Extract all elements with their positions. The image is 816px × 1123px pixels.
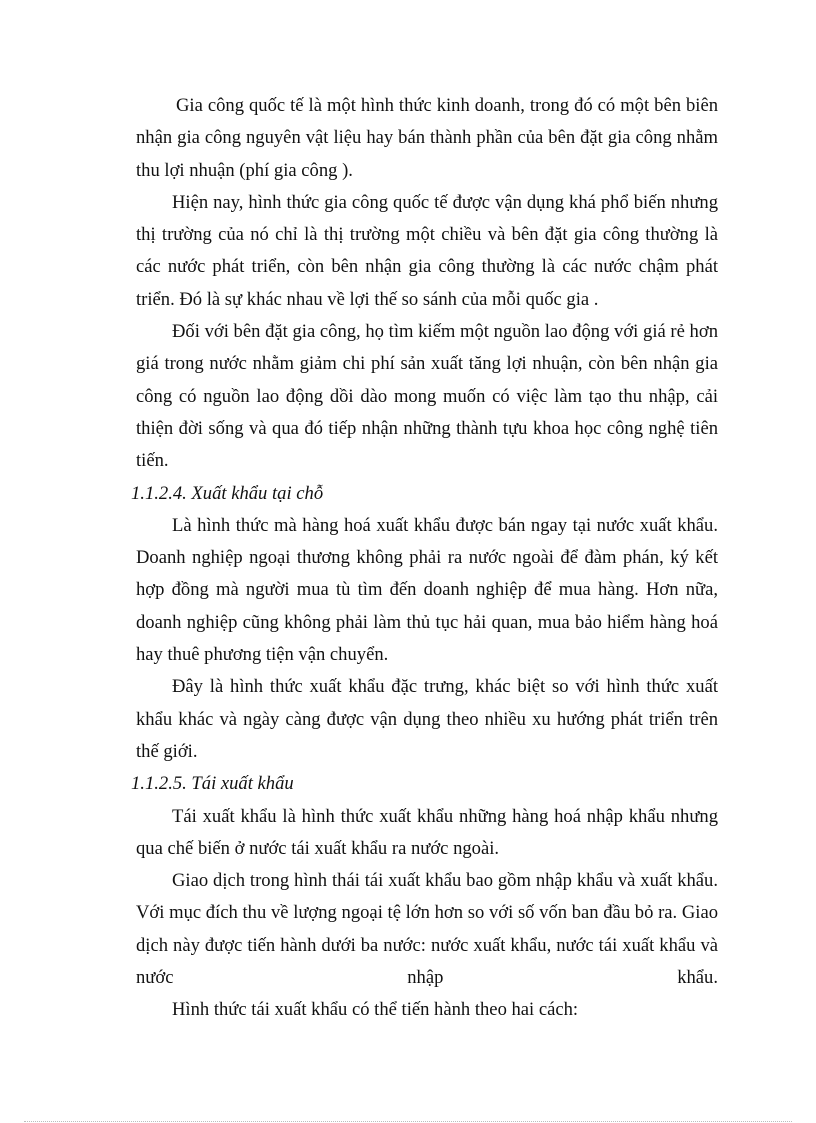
paragraph-tai-xuat-khau-transaction: Giao dịch trong hình thái tái xuất khẩu bao gồm nhập khẩu và xuất khẩu. Với mục đích thu về lượng ngoại tệ lớn hơn so với số vốn ban đầu bỏ ra. Giao dịch này được tiến hành dưới ba nước: nước xuất khẩu, nước tái xuất khẩu và nước nhập khẩu. xyxy=(136,870,718,989)
paragraph-gia-cong-definition: Gia công quốc tế là một hình thức kinh doanh, trong đó có một bên biên nhận gia công nguyên vật liệu hay bán thành phần của bên đặt gia công nhằm thu lợi nhuận (phí gia công ). xyxy=(136,95,718,181)
page-bottom-divider xyxy=(24,1121,792,1122)
paragraph-tai-xuat-khau-definition: Tái xuất khẩu là hình thức xuất khẩu những hàng hoá nhập khẩu nhưng qua chế biến ở nước tái xuất khẩu ra nước ngoài. xyxy=(136,805,718,859)
paragraph-gia-cong-benefits: Đối với bên đặt gia công, họ tìm kiếm một nguồn lao động với giá rẻ hơn giá trong nước nhằm giảm chi phí sản xuất tăng lợi nhuận, còn bên nhận gia công có nguồn lao động dồi dào mong muốn có việc làm tạo thu nhập, cải thiện đời sống và qua đó tiếp nhận những thành tựu khoa học công nghệ tiên tiến. xyxy=(136,321,718,472)
document-body xyxy=(131,90,718,1027)
section-heading-xuat-khau-tai-cho: 1.1.2.4. Xuất khẩu tại chỗ xyxy=(131,482,324,504)
paragraph-xuat-khau-tai-cho-features: Đây là hình thức xuất khẩu đặc trưng, khác biệt so với hình thức xuất khẩu khác và ngày càng được vận dụng theo nhiều xu hướng phát triển trên thế giới. xyxy=(136,676,718,762)
paragraph-xuat-khau-tai-cho-definition: Là hình thức mà hàng hoá xuất khẩu được bán ngay tại nước xuất khẩu. Doanh nghiệp ngoại thương không phải ra nước ngoài để đàm phán, ký kết hợp đồng mà người mua tù tìm đến doanh nghiệp để mua hàng. Hơn nữa, doanh nghiệp cũng không phải làm thủ tục hải quan, mua bảo hiểm hàng hoá hay thuê phương tiện vận chuyển. xyxy=(136,514,718,666)
paragraph-gia-cong-current: Hiện nay, hình thức gia công quốc tế được vận dụng khá phổ biến nhưng thị trường của nó chỉ là thị trường một chiều và bên đặt gia công thường là các nước phát triển, còn bên nhận gia công thường là các nước chậm phát triển. Đó là sự khác nhau về lợi thế so sánh của mỗi quốc gia . xyxy=(136,191,718,310)
paragraph-tai-xuat-khau-methods: Hình thức tái xuất khẩu có thể tiến hành theo hai cách: xyxy=(172,999,579,1021)
section-heading-tai-xuat-khau: 1.1.2.5. Tái xuất khẩu xyxy=(131,773,294,795)
